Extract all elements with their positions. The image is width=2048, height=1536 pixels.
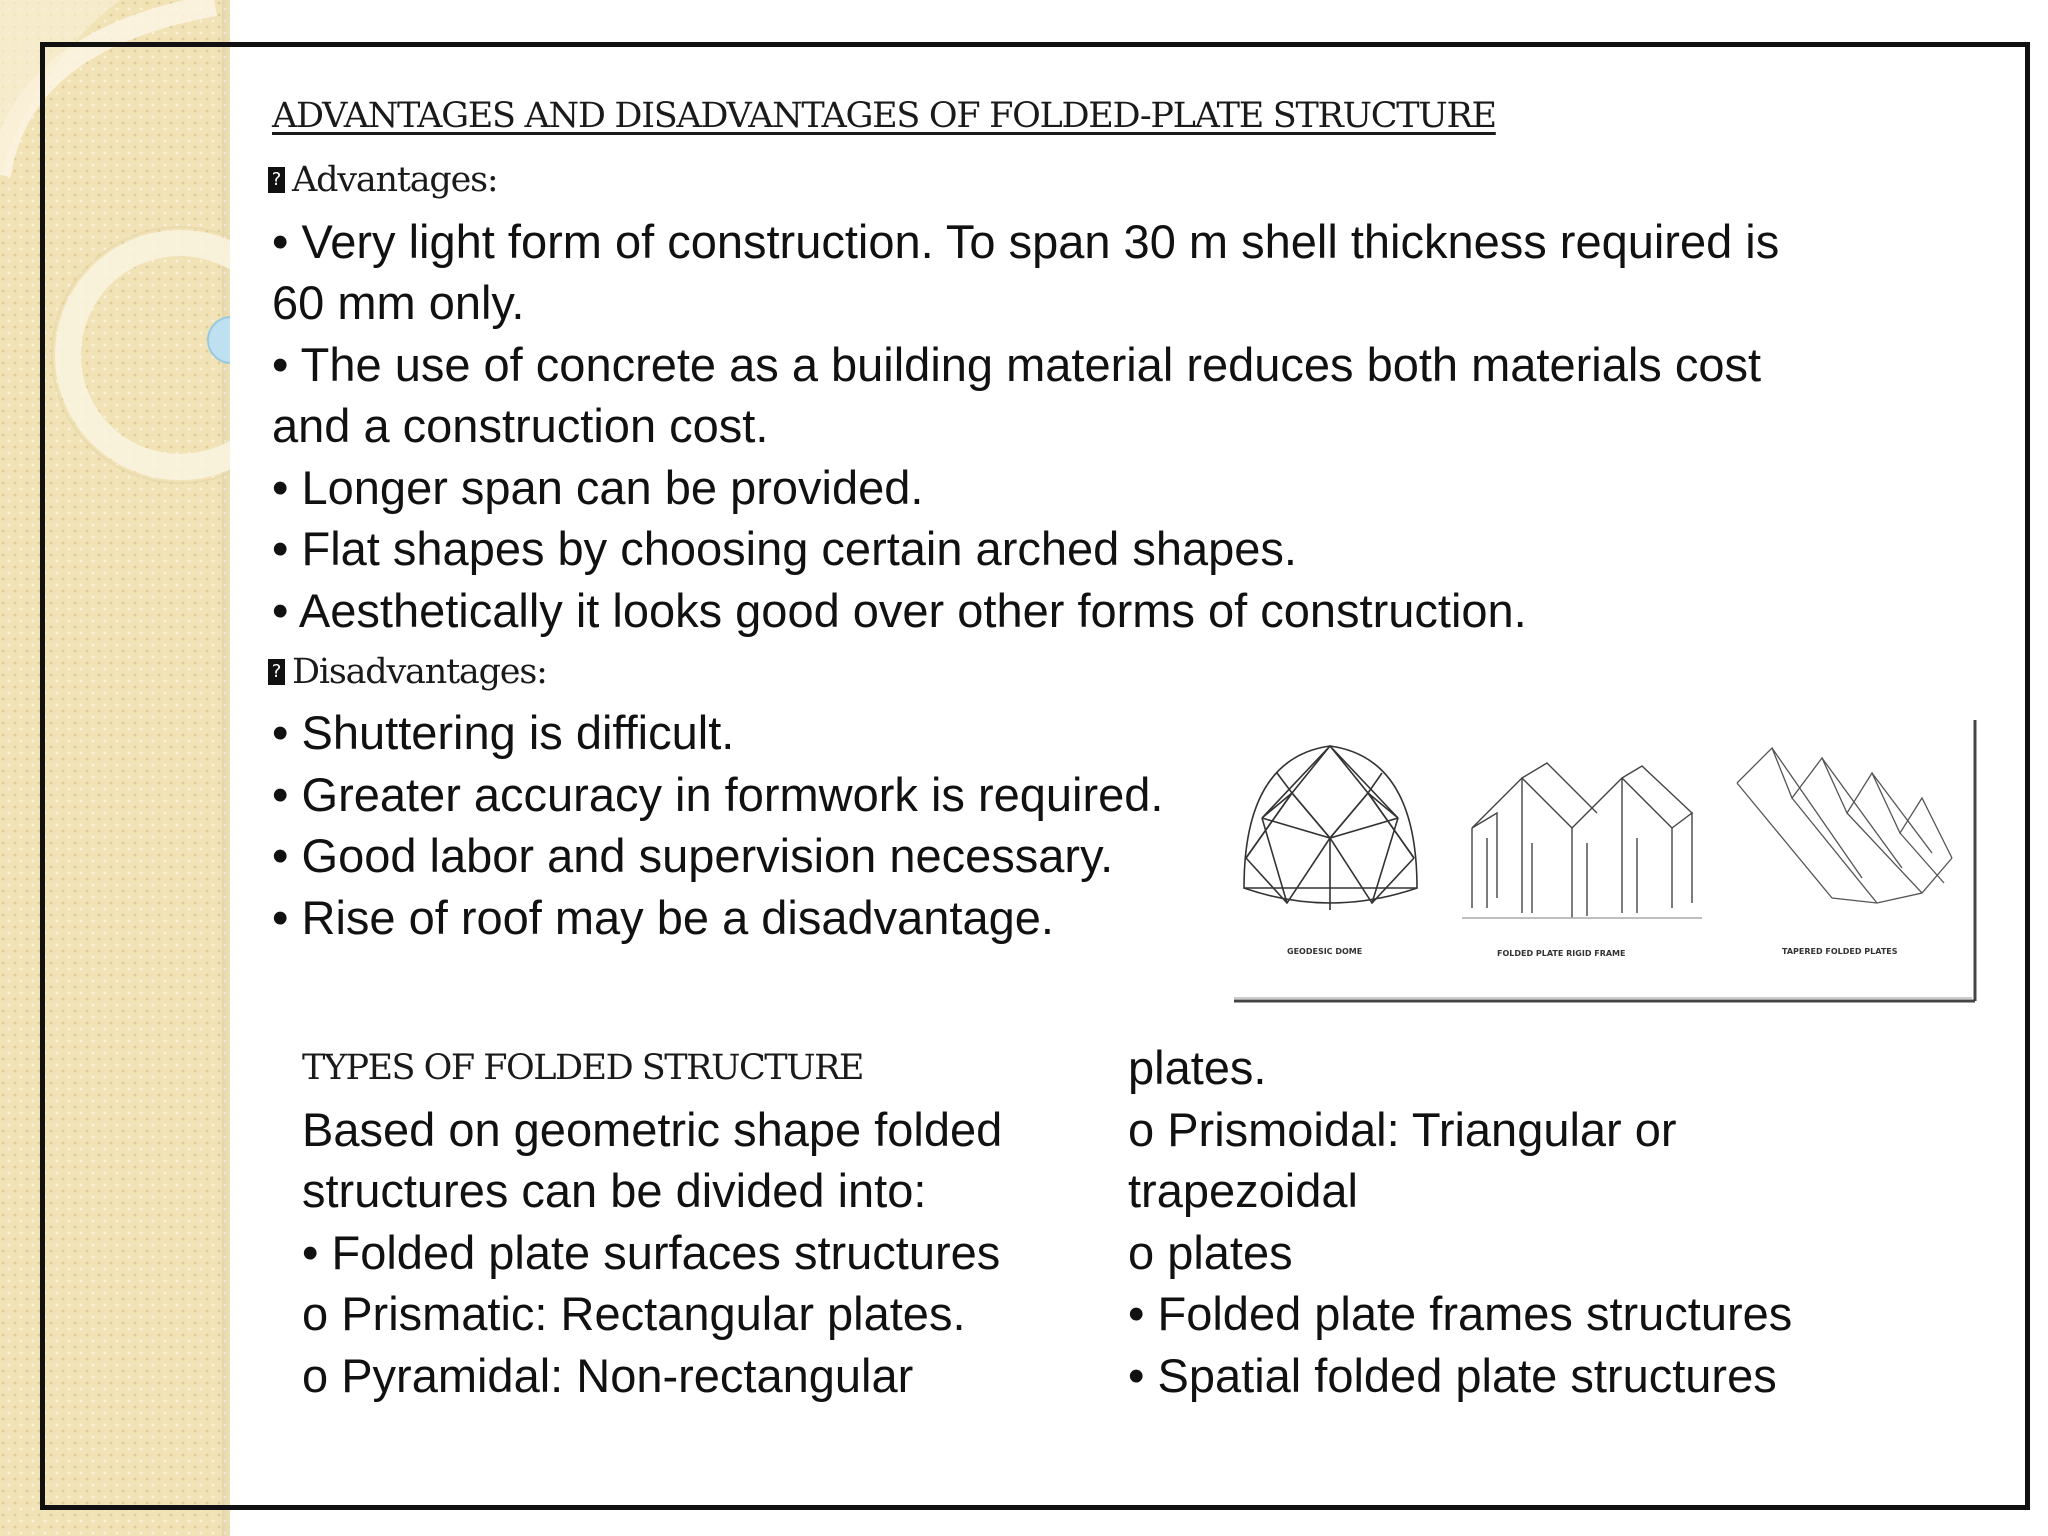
disadvantage-line: • Good labor and supervision necessary. <box>272 829 1114 882</box>
types-right-line: • Spatial folded plate structures <box>1128 1349 1777 1402</box>
advantage-line: and a construction cost. <box>272 399 769 452</box>
types-left-line: o Prismatic: Rectangular plates. <box>302 1287 966 1340</box>
advantages-label <box>268 160 497 200</box>
disadvantages-label <box>268 652 547 692</box>
figure-caption: GEODESIC DOME <box>1287 947 1363 956</box>
disadvantage-line: • Greater accuracy in formwork is required. <box>272 768 1164 821</box>
advantage-line: 60 mm only. <box>272 276 525 329</box>
missing-glyph-icon: ? <box>268 659 285 685</box>
types-left-line: structures can be divided into: <box>302 1164 927 1217</box>
types-left-line: o Pyramidal: Non-rectangular <box>302 1349 914 1402</box>
types-right-line: trapezoidal <box>1128 1164 1358 1217</box>
advantage-line: • Longer span can be provided. <box>272 461 924 514</box>
advantage-line: • Very light form of construction. To span 30 m shell thickness required is <box>272 215 1780 268</box>
advantages-label-text: Advantages: <box>292 160 498 200</box>
disadvantage-line: • Rise of roof may be a disadvantage. <box>272 891 1054 944</box>
types-right-line: plates. <box>1128 1041 1267 1094</box>
advantage-line: • The use of concrete as a building material reduces both materials cost <box>272 338 1762 391</box>
types-right-line: o Prismoidal: Triangular or <box>1128 1103 1677 1156</box>
disadvantage-line: • Shuttering is difficult. <box>272 706 735 759</box>
types-right-line: o plates <box>1128 1226 1293 1279</box>
types-left-line: Based on geometric shape folded <box>302 1103 1003 1156</box>
figure-caption: FOLDED PLATE RIGID FRAME <box>1497 949 1626 958</box>
folded-structures-figure <box>1232 718 1977 1008</box>
figure-caption: TAPERED FOLDED PLATES <box>1782 947 1898 956</box>
types-title: TYPES OF FOLDED STRUCTURE <box>302 1048 863 1088</box>
disadvantages-label-text: Disadvantages: <box>292 652 547 692</box>
advantage-line: • Flat shapes by choosing certain arched shapes. <box>272 522 1297 575</box>
types-right-line: • Folded plate frames structures <box>1128 1287 1793 1340</box>
slide-heading: ADVANTAGES AND DISADVANTAGES OF FOLDED-PLATE STRUCTURE <box>272 96 1496 136</box>
advantage-line: • Aesthetically it looks good over other forms of construction. <box>272 584 1527 637</box>
missing-glyph-icon: ? <box>268 167 285 193</box>
types-left-line: • Folded plate surfaces structures <box>302 1226 1001 1279</box>
